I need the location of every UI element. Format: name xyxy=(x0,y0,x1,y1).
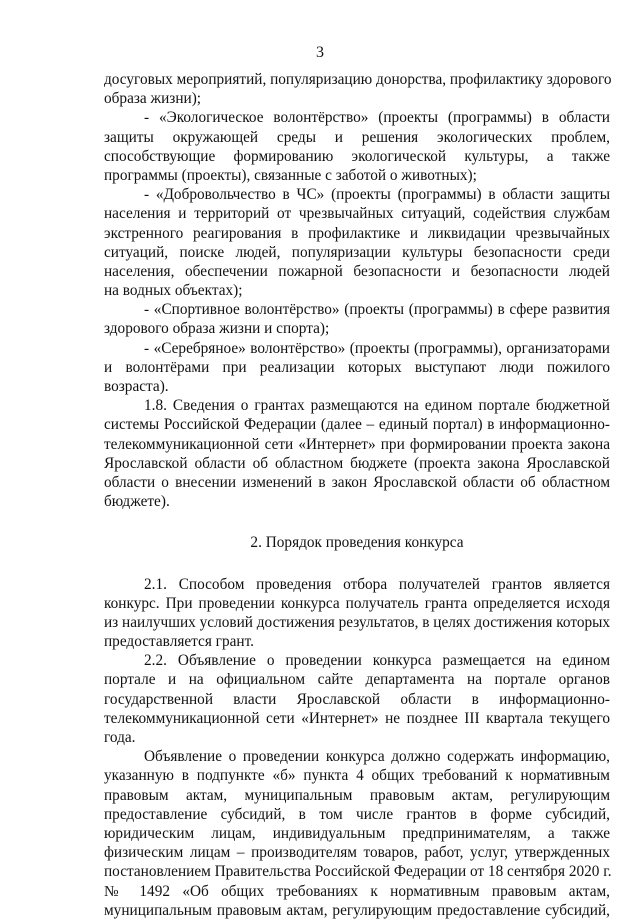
text-line: указанную в подпункте «б» пункта 4 общих требований к нормативным xyxy=(104,767,610,785)
text-line: постановлением Правительства Российской Федерации от 18 сентября 2020 г. xyxy=(104,863,612,881)
text-line: конкурс. При проведении конкурса получатель гранта определяется исходя xyxy=(104,594,610,612)
paragraph xyxy=(104,70,610,108)
text-line: 2.2. Объявление о проведении конкурса размещается на едином xyxy=(144,652,610,670)
text-line: программы (проекты), связанные с заботой о животных); xyxy=(104,166,477,184)
text-line: предоставление субсидий, в том числе грантов в форме субсидий, xyxy=(104,805,610,823)
text-line: экстренного реагирования в профилактике и ликвидации чрезвычайных xyxy=(104,224,610,242)
text-line: портале и на официальном сайте департамента на портале органов xyxy=(104,671,610,689)
paragraph xyxy=(104,108,610,185)
text-line: населения, обеспечении пожарной безопасности и безопасности людей xyxy=(104,262,610,280)
text-line: физическим лицам – производителям товаров, работ, услуг, утвержденных xyxy=(104,844,610,862)
text-line: телекоммуникационной сети «Интернет» при формировании проекта закона xyxy=(104,435,610,453)
text-line: ситуаций, поиске людей, популяризации культуры безопасности среди xyxy=(104,243,610,261)
paragraph xyxy=(104,339,610,397)
text-line: образа жизни); xyxy=(104,90,202,108)
text-line: - «Экологическое волонтёрство» (проекты (программы) в области xyxy=(144,109,610,127)
text-line: предоставляется грант. xyxy=(104,633,254,651)
text-line: - «Добровольчество в ЧС» (проекты (программы) в области защиты xyxy=(144,186,610,204)
text-line: 2.1. Способом проведения отбора получателей грантов является xyxy=(144,575,610,593)
text-line: защиты окружающей среды и решения экологических проблем, xyxy=(104,128,610,146)
text-line: возраста). xyxy=(104,378,169,395)
text-line: на водных объектах); xyxy=(104,282,243,300)
section-heading: 2. Порядок проведения конкурса xyxy=(250,534,464,552)
text-line: - «Серебряное» волонтёрство» (проекты (программы), организаторами xyxy=(144,339,610,357)
text-line: 1.8. Сведения о грантах размещаются на едином портале бюджетной xyxy=(144,397,610,415)
text-line: из наилучших условий достижения результатов, в целях достижения которых xyxy=(104,613,611,631)
text-line: года. xyxy=(104,729,136,746)
text-line: способствующие формированию экологической культуры, а также xyxy=(104,147,610,165)
paragraph xyxy=(104,747,610,920)
text-line: области о внесении изменений в закон Ярославской области об областном xyxy=(104,473,610,491)
paragraph xyxy=(104,185,610,300)
text-line: системы Российской Федерации (далее – единый портал) в информационно- xyxy=(104,416,610,434)
text-line: бюджете). xyxy=(104,493,170,511)
text-line: здорового образа жизни и спорта); xyxy=(104,320,330,338)
text-line: юридическим лицам, индивидуальным предпринимателям, а также xyxy=(104,824,610,842)
text-line: муниципальным правовым актам, регулирующим предоставление субсидий, xyxy=(104,901,610,919)
text-line: и волонтёрами при реализации которых выступают люди пожилого xyxy=(104,358,610,376)
text-line: - «Спортивное волонтёрство» (проекты (программы) в сфере развития xyxy=(144,301,610,319)
text-line: Объявление о проведении конкурса должно содержать информацию, xyxy=(144,748,610,766)
text-line: государственной власти Ярославской области в информационно- xyxy=(104,690,610,708)
text-line: № 1492 «Об общих требованиях к нормативным правовым актам, xyxy=(104,882,610,900)
paragraph xyxy=(104,533,610,552)
paragraph xyxy=(104,396,610,511)
page-number: 3 xyxy=(316,44,324,61)
text-line: населения и территорий от чрезвычайных ситуаций, содействия службам xyxy=(104,205,610,223)
text-line: телекоммуникационной сети «Интернет» не позднее III квартала текущего xyxy=(104,709,610,727)
paragraph xyxy=(104,575,610,652)
text-line: Ярославской области об областном бюджете (проекта закона Ярославской xyxy=(104,454,610,472)
text-line: досуговых мероприятий, популяризацию донорства, профилактику здорового xyxy=(104,71,612,88)
paragraph xyxy=(104,300,610,338)
document-body xyxy=(104,70,610,920)
paragraph xyxy=(104,651,610,747)
text-line: правовым актам, муниципальным правовым актам, регулирующим xyxy=(104,786,610,804)
